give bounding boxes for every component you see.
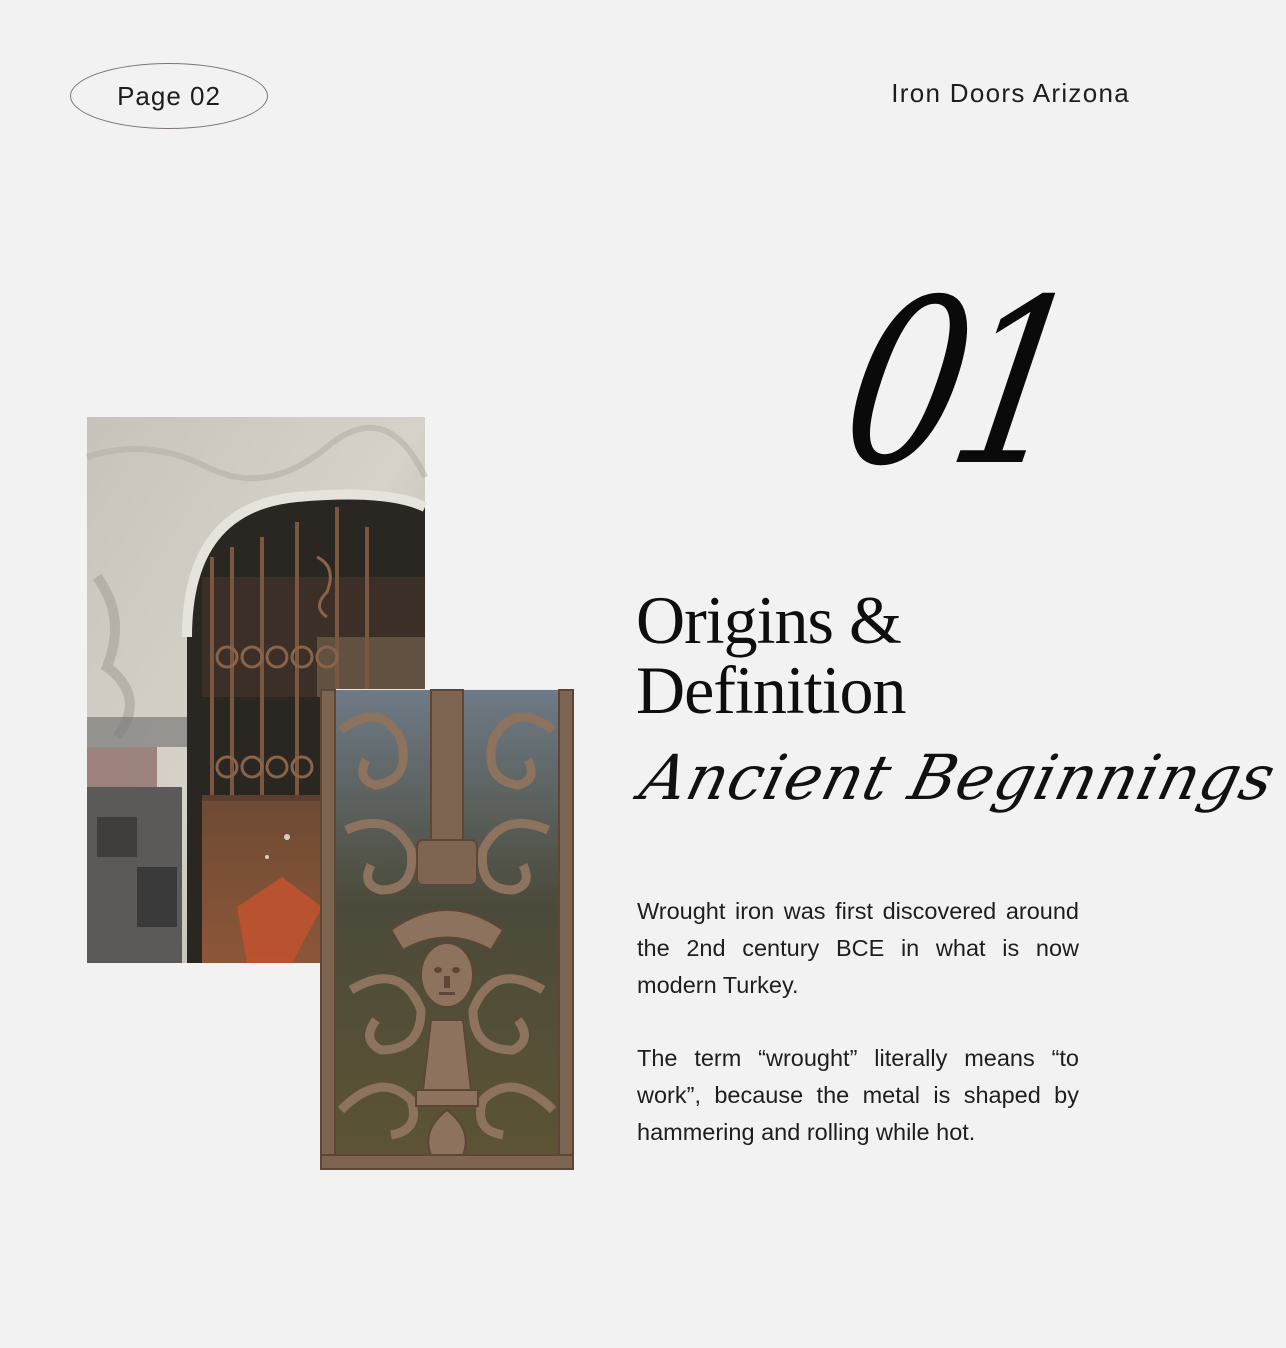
page-number-badge (70, 63, 268, 129)
brand-name: Iron Doors Arizona (891, 78, 1130, 108)
ornate-iron-panel-illustration (321, 690, 573, 1169)
section-number: 01 (826, 250, 1089, 516)
ornate-iron-panel-photo (321, 690, 573, 1169)
body-paragraph-1: Wrought iron was first discovered around the 2nd century BCE in what is now modern Turkey. (637, 898, 1079, 998)
section-title-line-1: Origins & (636, 582, 901, 658)
script-subtitle: Ancient Beginnings (633, 741, 1284, 814)
page-number-label: Page 02 (117, 80, 221, 111)
body-copy (637, 893, 1079, 1187)
section-title (636, 582, 1116, 728)
section-title-line-2: Definition (636, 652, 906, 728)
body-paragraph-2: The term “wrought” literally means “to work”, because the metal is shaped by hammering and rolling while hot. (637, 1045, 1079, 1145)
